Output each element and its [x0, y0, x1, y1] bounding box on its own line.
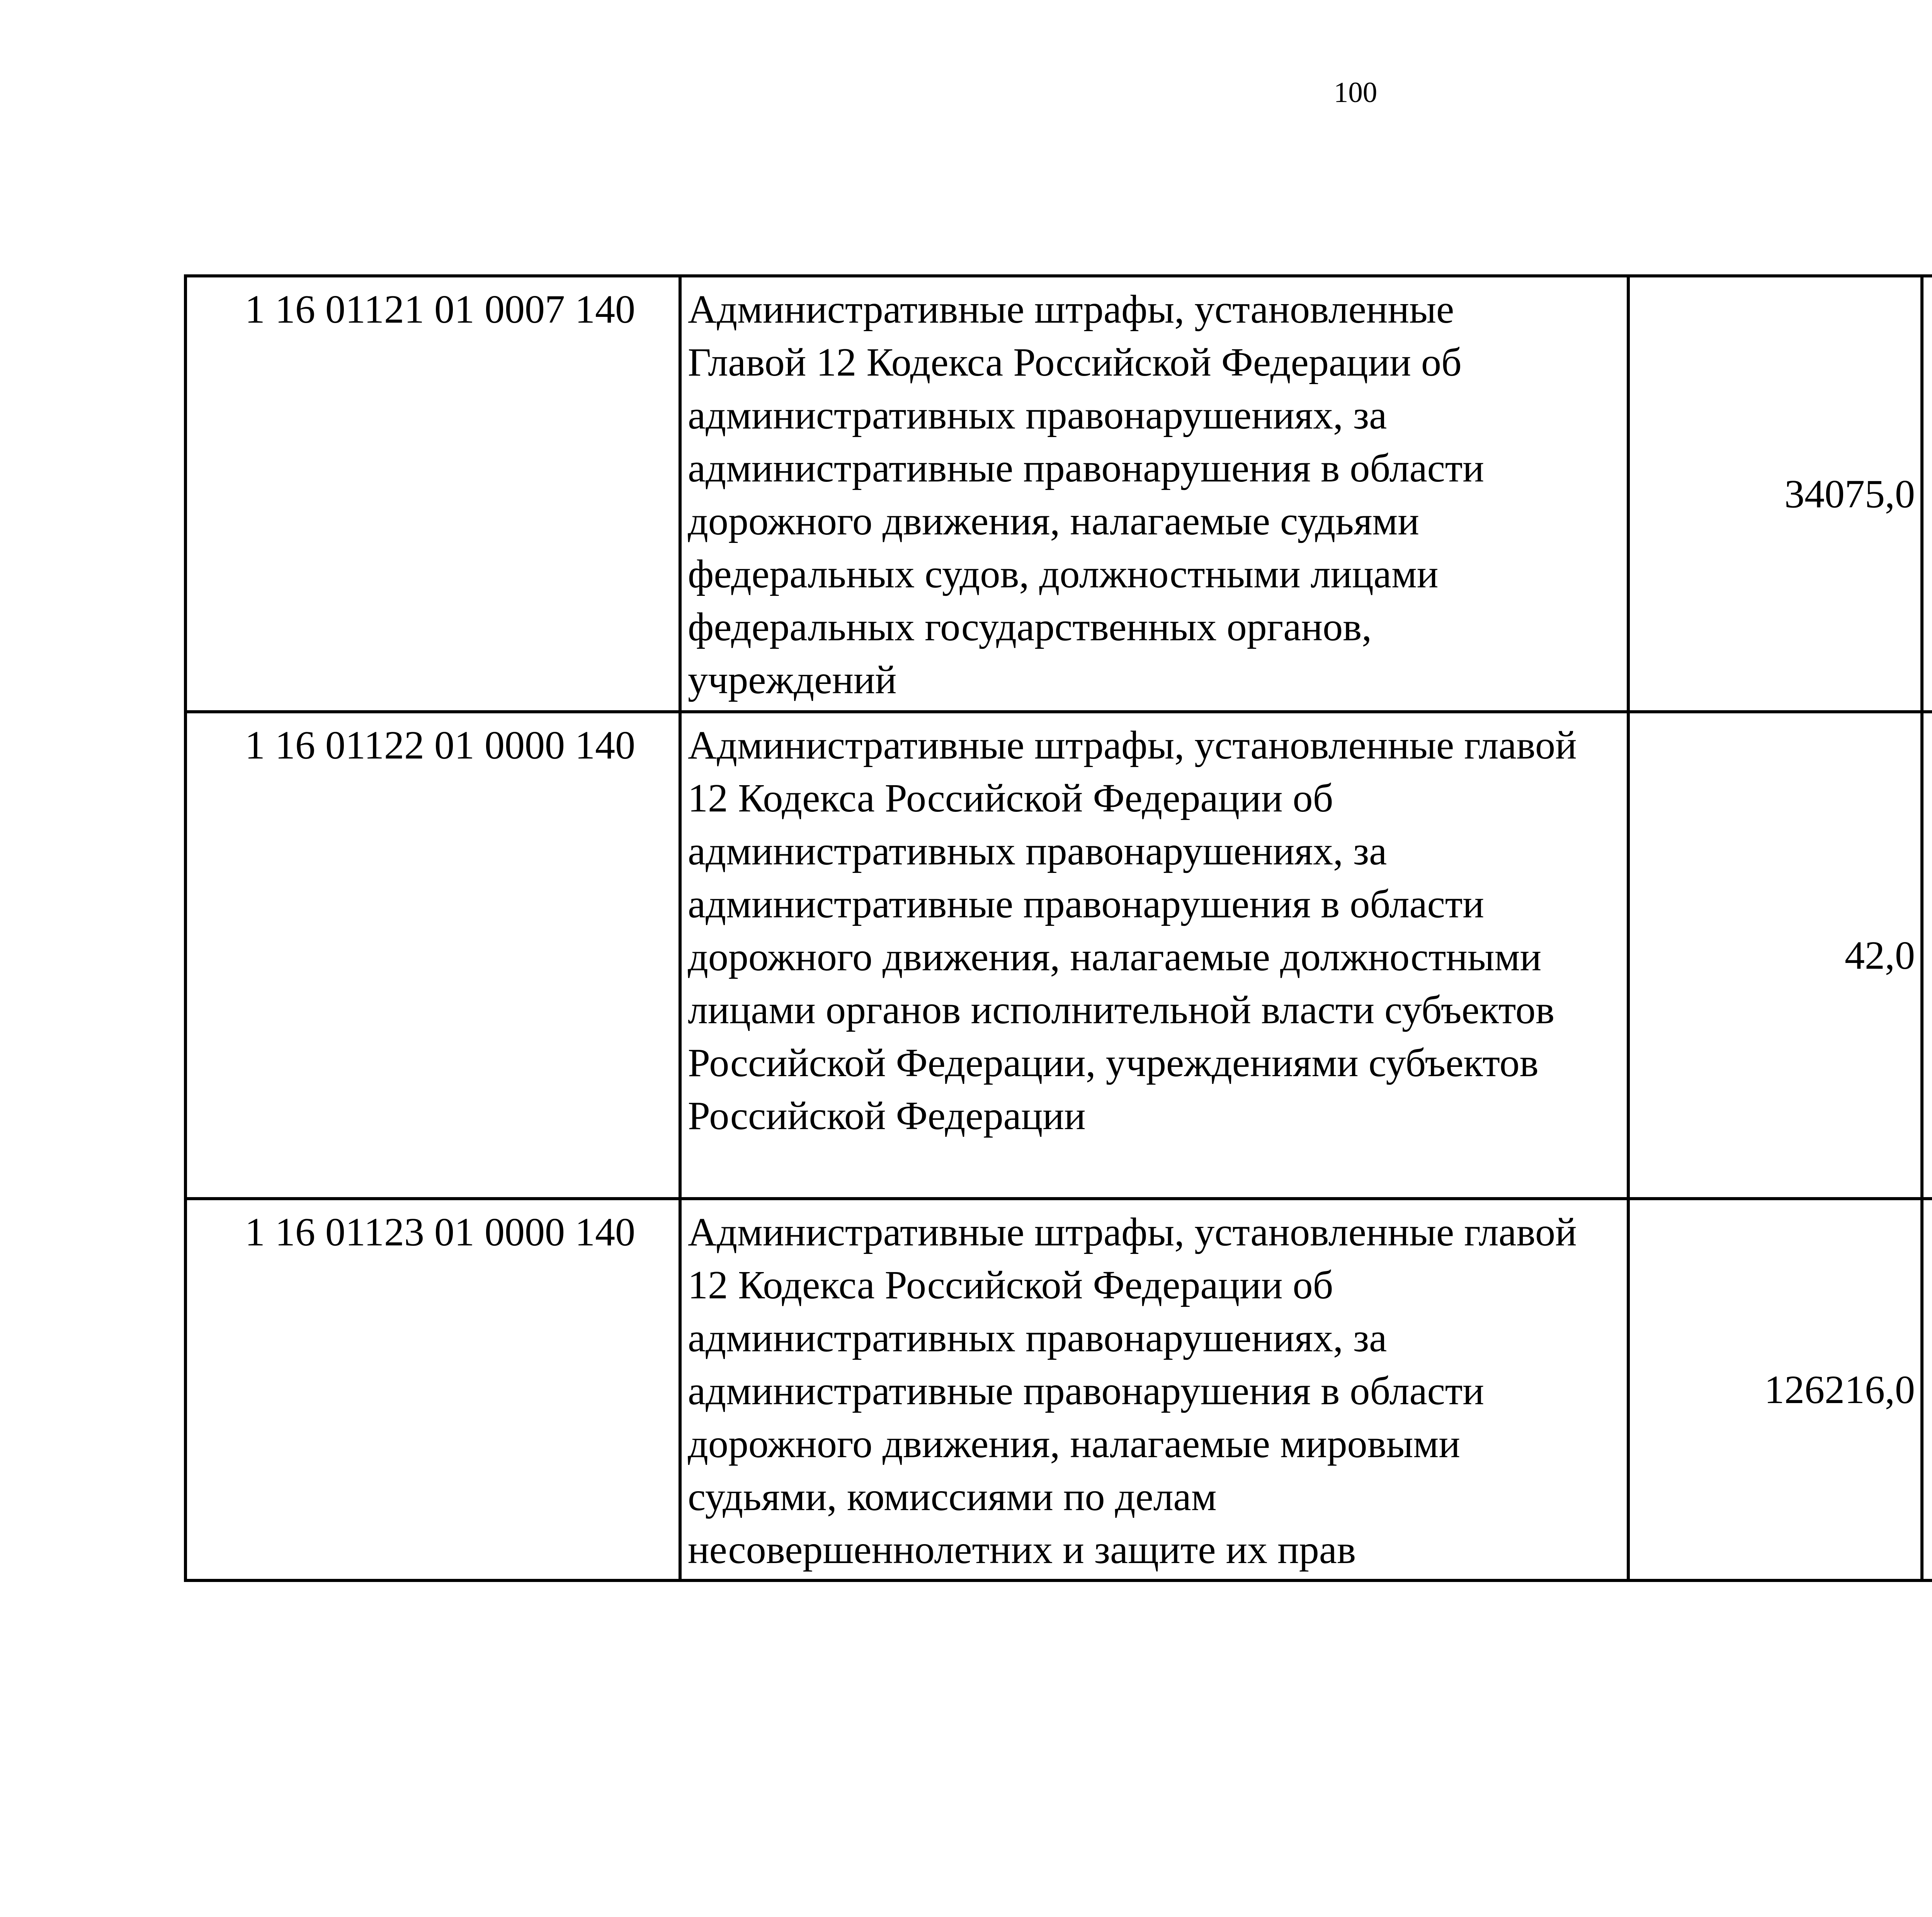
description-line: лицами органов исполнительной власти субъектов: [688, 988, 1555, 1032]
row-description: [680, 276, 1628, 712]
row-value-1: 42,0: [1628, 712, 1922, 1199]
table-row: [185, 712, 1932, 1199]
row-description: [680, 712, 1628, 1199]
description-line: дорожного движения, налагаемые мировыми: [688, 1422, 1460, 1466]
row-value-2: [1922, 1199, 1932, 1580]
description-line: административные правонарушения в области: [688, 446, 1484, 490]
description-line: Административные штрафы, установленные: [688, 287, 1454, 332]
row-value-1: 34075,0: [1628, 276, 1922, 712]
table-row: [185, 276, 1932, 712]
row-value-2: [1922, 276, 1932, 712]
description-line: 12 Кодекса Российской Федерации об: [688, 1263, 1333, 1307]
description-line: Главой 12 Кодекса Российской Федерации об: [688, 340, 1462, 384]
description-line: несовершеннолетних и защите их прав: [688, 1527, 1356, 1572]
description-line: административные правонарушения в области: [688, 882, 1484, 926]
row-code: 1 16 01123 01 0000 140: [185, 1199, 680, 1580]
table-row: [185, 1199, 1932, 1580]
description-line: административные правонарушения в области: [688, 1369, 1484, 1413]
row-code: 1 16 01121 01 0007 140: [185, 276, 680, 712]
description-line: дорожного движения, налагаемые судьями: [688, 499, 1419, 543]
description-line: Административные штрафы, установленные главой: [688, 723, 1577, 767]
row-value-1: 126216,0: [1628, 1199, 1922, 1580]
row-description: [680, 1199, 1628, 1580]
budget-table: [184, 274, 1932, 1582]
row-code: 1 16 01122 01 0000 140: [185, 712, 680, 1199]
description-line: федеральных государственных органов,: [688, 605, 1372, 649]
description-line: дорожного движения, налагаемые должностными: [688, 935, 1542, 979]
description-line: Российской Федерации: [688, 1094, 1086, 1138]
description-line: Административные штрафы, установленные главой: [688, 1210, 1577, 1254]
description-line: судьями, комиссиями по делам: [688, 1475, 1217, 1519]
description-line: Российской Федерации, учреждениями субъектов: [688, 1041, 1539, 1085]
description-line: административных правонарушениях, за: [688, 1316, 1387, 1360]
description-line: административных правонарушениях, за: [688, 393, 1387, 437]
description-line: учреждений: [688, 658, 897, 702]
description-line: административных правонарушениях, за: [688, 829, 1387, 873]
description-line: федеральных судов, должностными лицами: [688, 552, 1439, 596]
row-value-2: [1922, 712, 1932, 1199]
page-number: 100: [1333, 77, 1378, 109]
description-line: 12 Кодекса Российской Федерации об: [688, 776, 1333, 820]
